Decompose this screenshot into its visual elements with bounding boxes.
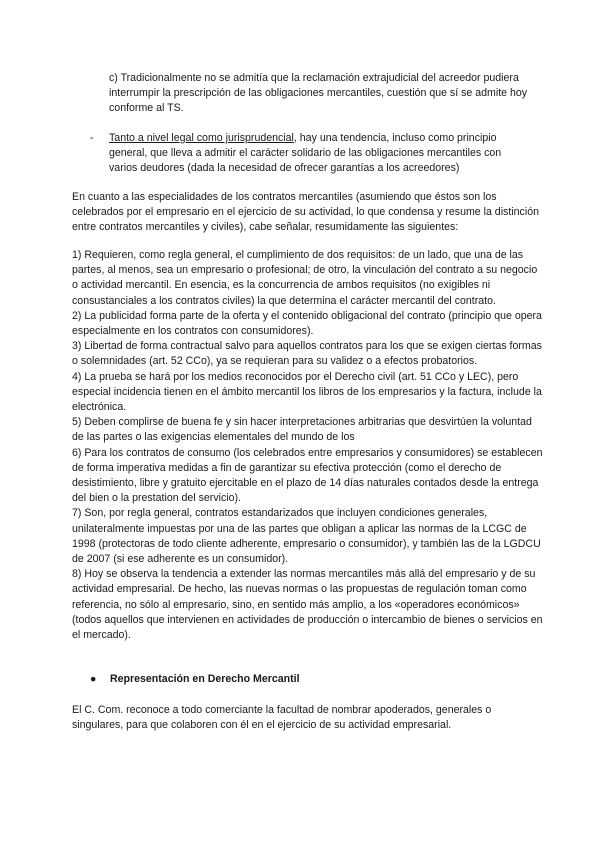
indent-paragraph: c) Tradicionalmente no se admitía que la reclamación extrajudicial del acreedor pudiera interrumpir la prescripción de las obligaciones mercantiles, cuestión que sí se admite hoy conforme al TS. [109,72,528,115]
underlined-phrase: Tanto a nivel legal como jurisprudencial [109,132,294,144]
list-item: 8) Hoy se observa la tendencia a extender las normas mercantiles más allá del empresario y de su actividad empresarial. De hecho, las nuevas normas o las propuestas de regulación toman como referencia, no sólo al empresario, sino, en sentido más amplio, a los «operadores económicos» (todos aquellos que intervienen en actividades de producción o intercambio de bienes o servicios en el mercado). [72,568,543,642]
dash-item-text [109,131,530,177]
list-item: 3) Libertad de forma contractual salvo para aquellos contratos para los que se exigen ciertas formas o solemnidades (art. 52 CCo), ya se requieran para su validez o a efectos probatorios. [72,340,542,368]
list-item: 2) La publicidad forma parte de la oferta y el contenido obligacional del contrato (principio que opera especialmente en los contratos con consumidores). [72,309,542,338]
section-heading [90,672,530,687]
dash-marker: - [90,132,94,144]
intro-paragraph: En cuanto a las especialidades de los contratos mercantiles (asumiendo que éstos son los celebrados por el empresario en el ejercicio de su actividad, lo que condensa y resume la distinción entre contratos mercantiles y civiles), cabe señalar, resumidamente las siguientes: [72,191,539,234]
section-heading-text: Representación en Derecho Mercantil [110,673,300,685]
list-item: 4) La prueba se hará por los medios reconocidos por el Derecho civil (art. 51 CCo y LEC), pero especial incidencia tienen en el ámbito mercantil los libros de los empresarios y la factura, include la electrónica. [72,370,542,414]
list-item: 5) Deben complirse de buena fe y sin hacer interpretaciones arbitrarias que desvirtúen la voluntad de las partes o las exigencias elementales del mundo de los [72,416,532,444]
dash-item-rest: , hay una tendencia, incluso como principio general, que lleva a admitir el carácter solidario de las obligaciones mercantiles con varios deudores (dada la necesidad de ofrecer garantías a los acreedores) [109,132,502,175]
dash-list-item [90,131,530,177]
closing-paragraph: El C. Com. reconoce a todo comerciante la facultad de nombrar apoderados, generales o singulares, para que colaboren con él en el ejercicio de su actividad empresarial. [72,704,492,732]
specialties-list [72,248,544,643]
list-item: 7) Son, por regla general, contratos estandarizados que incluyen condiciones generales, unilateralmente impuestas por una de las partes que obligan a aplicar las normas de la LCGC de 1998 (protectoras de todo cliente adherente, empresario o consumidor), y también las de la LGDCU de 2007 (si ese adherente es un consumidor). [72,507,541,566]
bullet-icon: ● [90,673,97,685]
list-item: 1) Requieren, como regla general, el cumplimiento de dos requisitos: de un lado, que una de las partes, al menos, sea un empresario o profesional; de otro, la vinculación del contrato a su negocio o actividad mercantil. En esencia, es la concurrencia de ambos requisitos (no exigibles ni consustanciales a los contratos civiles) la que determina el carácter mercantil del contrato. [72,249,538,307]
list-item: 6) Para los contratos de consumo (los celebrados entre empresarios y consumidores) se establecen de forma imperativa medidas a fin de garantizar su efectiva protección (como el derecho de desistimiento, libre y gratuito ejercitable en el plazo de 14 días naturales contados desde la entrega del bien o la prestation del servicio). [72,446,543,505]
